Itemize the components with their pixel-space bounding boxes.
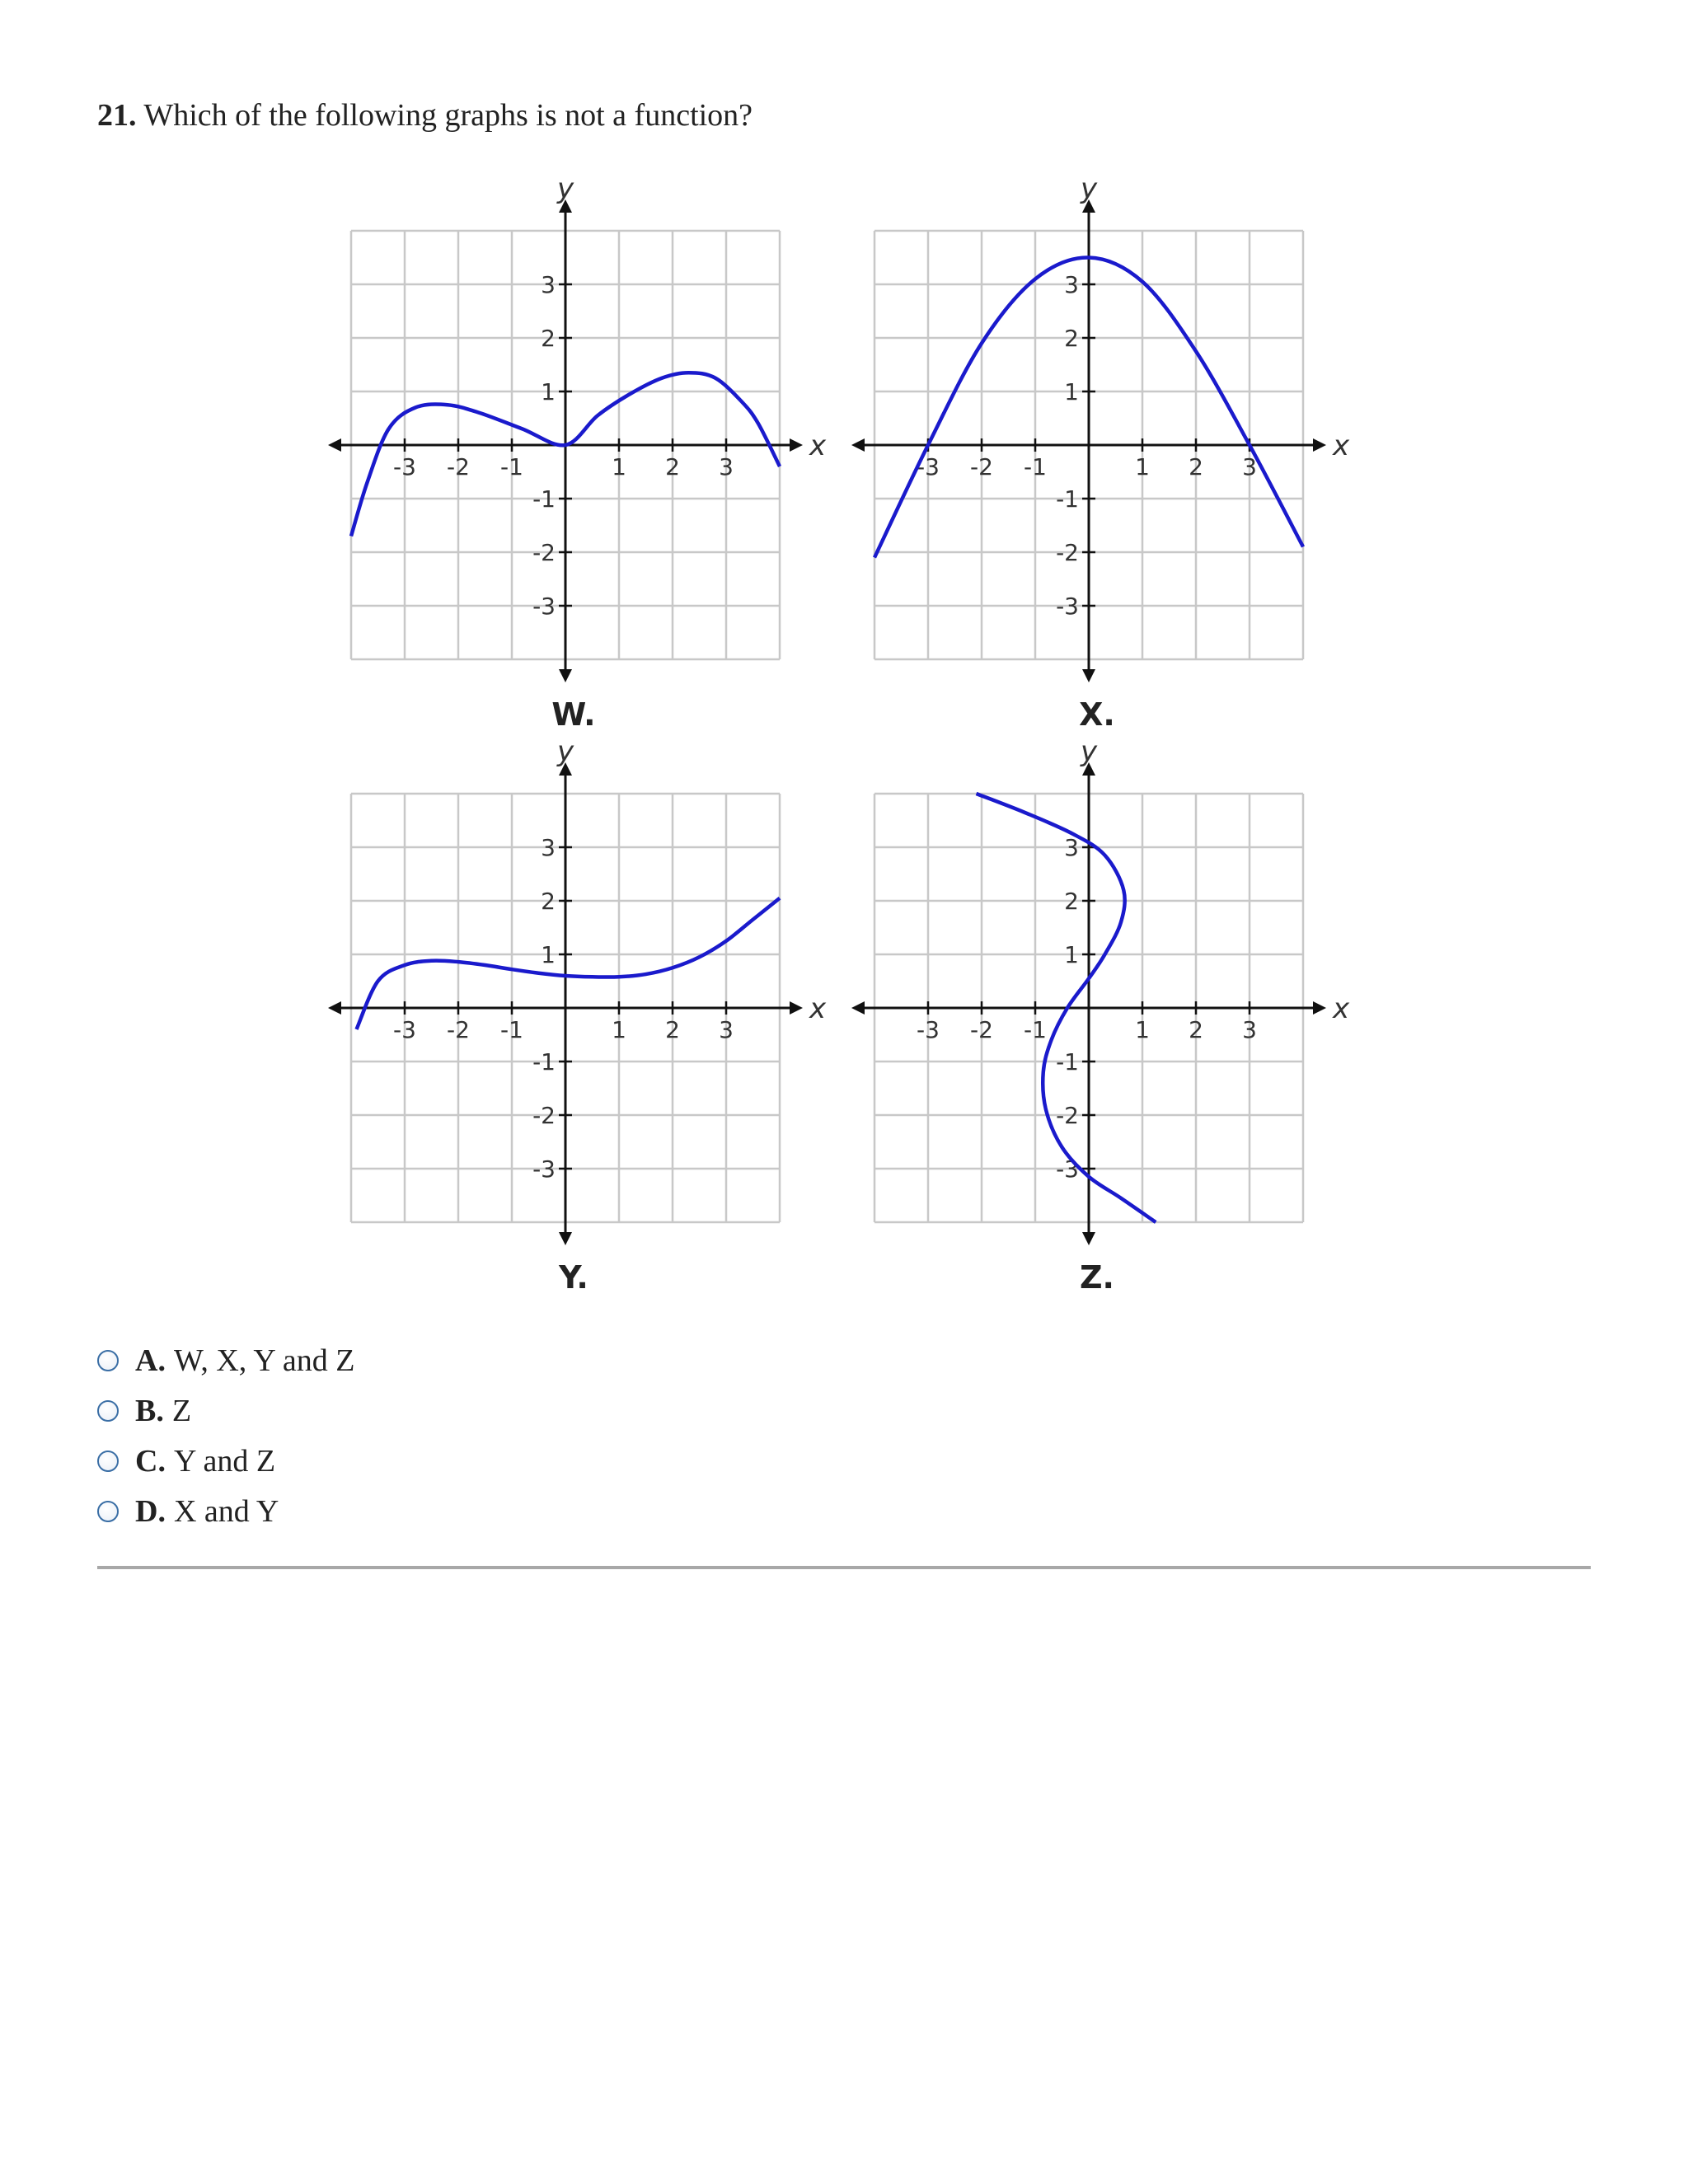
y-tick-label: -1 [1056,1048,1079,1076]
x-tick-label: 1 [1135,1016,1150,1043]
x-axis-label: x [809,429,827,462]
question-text: Which of the following graphs is not a function? [143,98,753,133]
y-tick-label: -2 [532,539,556,566]
x-axis-arrow-right [1313,438,1326,452]
x-tick-label: -2 [447,453,470,480]
y-tick-label: 3 [1064,271,1079,298]
graphs-grid [321,173,1360,1310]
graph-w-label: W. [551,696,596,733]
y-tick-label: -1 [532,1048,556,1076]
x-axis-arrow-right [1313,1001,1326,1015]
y-tick-label: 2 [1064,888,1079,915]
divider-line [97,1566,1591,1569]
answer-options [97,1335,354,1536]
x-tick-label: -1 [500,1016,523,1043]
y-tick-label: 2 [541,325,556,352]
option-c[interactable] [97,1436,354,1486]
y-axis-label: y [1080,736,1098,768]
x-axis-arrow-left [851,438,865,452]
graph-y-curve [357,898,781,1029]
y-tick-label: -1 [532,485,556,513]
y-tick-label: -2 [1056,1102,1079,1129]
y-tick-label: 3 [541,834,556,861]
y-axis-label: y [556,736,574,768]
y-axis-arrow-down [559,669,572,682]
graph-x [845,173,1356,742]
option-d-text: X and Y [173,1493,279,1529]
x-tick-label: 3 [719,453,734,480]
y-tick-label: 3 [1064,834,1079,861]
y-axis-label: y [556,173,574,205]
x-tick-label: 2 [665,453,680,480]
y-tick-label: 1 [1064,941,1079,968]
x-axis-arrow-right [790,438,803,452]
x-tick-label: 2 [1189,453,1203,480]
x-tick-label: -1 [500,453,523,480]
graph-x-svg [845,173,1356,742]
graph-y-svg [321,736,832,1305]
y-tick-label: -3 [532,1155,556,1183]
radio-button-a[interactable] [97,1350,119,1371]
graph-w-svg [321,173,832,742]
y-tick-label: 2 [1064,325,1079,352]
option-b-text: Z [171,1393,192,1428]
x-tick-label: 3 [1242,453,1257,480]
graph-y [321,736,832,1305]
x-axis-arrow-left [328,1001,341,1015]
y-tick-label: -3 [1056,1155,1079,1183]
y-axis-arrow-down [559,1232,572,1245]
radio-button-c[interactable] [97,1451,119,1472]
y-tick-label: -2 [532,1102,556,1129]
x-axis-arrow-left [851,1001,865,1015]
x-tick-label: 1 [1135,453,1150,480]
x-axis-label: x [1333,992,1350,1025]
y-tick-label: -2 [1056,539,1079,566]
option-a[interactable] [97,1335,354,1385]
graph-z-label: Z. [1080,1259,1114,1296]
x-tick-label: 1 [612,453,626,480]
radio-button-d[interactable] [97,1501,119,1522]
x-tick-label: -3 [393,1016,416,1043]
option-d-letter: D. [135,1493,166,1529]
option-c-text: Y and Z [173,1443,276,1479]
y-axis-label: y [1080,173,1098,205]
graph-w [321,173,832,742]
y-tick-label: 1 [1064,378,1079,405]
graph-y-label: Y. [559,1259,588,1296]
y-axis-arrow-down [1082,1232,1095,1245]
x-tick-label: -1 [1024,1016,1047,1043]
x-tick-label: 3 [719,1016,734,1043]
y-tick-label: 1 [541,941,556,968]
x-tick-label: 2 [1189,1016,1203,1043]
x-axis-arrow-left [328,438,341,452]
option-a-text: W, X, Y and Z [173,1343,355,1378]
x-axis-label: x [1333,429,1350,462]
y-tick-label: 1 [541,378,556,405]
x-tick-label: -2 [970,1016,993,1043]
graph-z-svg [845,736,1356,1305]
x-tick-label: -2 [447,1016,470,1043]
question-prompt [97,97,753,134]
graph-x-label: X. [1079,696,1115,733]
x-tick-label: -2 [970,453,993,480]
option-b[interactable] [97,1385,354,1436]
x-axis-arrow-right [790,1001,803,1015]
option-d[interactable] [97,1486,354,1536]
x-axis-label: x [809,992,827,1025]
y-tick-label: 3 [541,271,556,298]
x-tick-label: 3 [1242,1016,1257,1043]
radio-button-b[interactable] [97,1400,119,1422]
option-b-letter: B. [135,1393,164,1428]
x-tick-label: -3 [393,453,416,480]
y-tick-label: 2 [541,888,556,915]
x-tick-label: -1 [1024,453,1047,480]
option-a-letter: A. [135,1343,166,1378]
graph-z [845,736,1356,1305]
option-c-letter: C. [135,1443,166,1479]
x-tick-label: -3 [917,453,940,480]
y-axis-arrow-down [1082,669,1095,682]
x-tick-label: -3 [917,1016,940,1043]
y-tick-label: -3 [532,593,556,620]
question-number: 21. [97,98,137,133]
x-tick-label: 2 [665,1016,680,1043]
y-tick-label: -1 [1056,485,1079,513]
x-tick-label: 1 [612,1016,626,1043]
y-tick-label: -3 [1056,593,1079,620]
